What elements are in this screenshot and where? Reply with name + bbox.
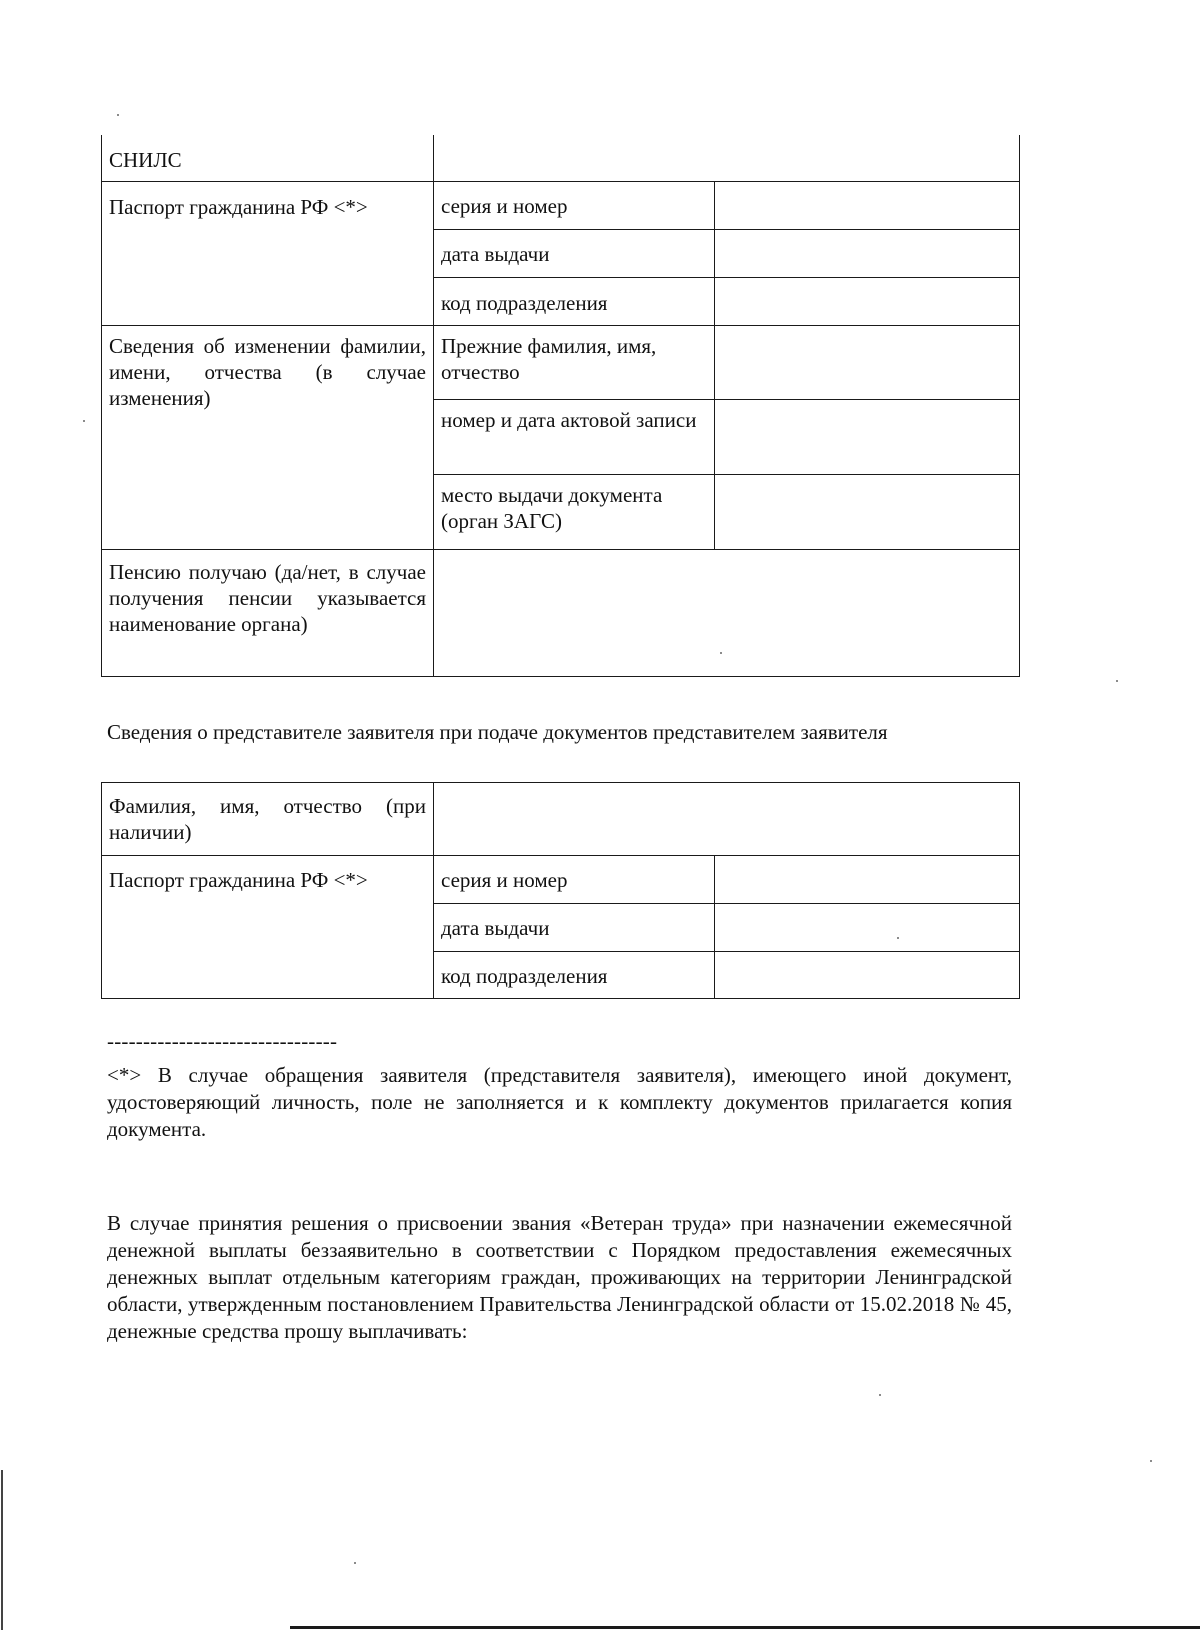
name-change-label: Сведения об изменении фамилии, имени, отчества (в случае изменения) [102,325,434,549]
previous-name-field[interactable] [715,325,1020,399]
passport-series-number-label: серия и номер [434,181,715,229]
representative-passport-row [102,856,1020,904]
scan-speck [879,1394,881,1396]
previous-name-label: Прежние фамилия, имя, отчество [434,325,715,399]
footnote-separator: -------------------------------- [107,1029,338,1053]
scan-bottom-edge [290,1626,1200,1629]
snils-row [102,135,1020,181]
scan-speck [1116,680,1118,682]
rep-passport-issue-date-label: дата выдачи [434,904,715,952]
rep-passport-division-code-label: код подразделения [434,952,715,999]
rep-passport-series-number-field[interactable] [715,856,1020,904]
representative-name-field[interactable] [434,783,1020,856]
applicant-details-table [101,135,1020,677]
representative-details-table [101,782,1020,999]
representative-name-label: Фамилия, имя, отчество (при наличии) [102,783,434,856]
pension-row [102,549,1020,676]
rep-passport-series-number-label: серия и номер [434,856,715,904]
rep-passport-division-code-field[interactable] [715,952,1020,999]
pension-label: Пенсию получаю (да/нет, в случае получения пенсии указывается наименование органа) [102,549,434,676]
scan-speck [720,652,722,654]
registry-office-label: место выдачи документа (орган ЗАГС) [434,474,715,549]
passport-row [102,181,1020,229]
name-change-row [102,325,1020,399]
record-number-date-field[interactable] [715,399,1020,474]
passport-issue-date-label: дата выдачи [434,229,715,277]
representative-heading: Сведения о представителе заявителя при подаче документов представителем заявителя [107,720,888,744]
record-number-date-label: номер и дата актовой записи [434,399,715,474]
passport-division-code-field[interactable] [715,277,1020,325]
registry-office-field[interactable] [715,474,1020,549]
snils-value-field[interactable] [434,135,1020,181]
representative-name-row [102,783,1020,856]
scan-margin-mark [1,1470,3,1630]
rep-passport-issue-date-field[interactable] [715,904,1020,952]
passport-division-code-label: код подразделения [434,277,715,325]
scan-speck [1150,1460,1152,1462]
representative-passport-label: Паспорт гражданина РФ <*> [102,856,434,999]
scan-speck [117,114,119,116]
passport-label: Паспорт гражданина РФ <*> [102,181,434,325]
scan-speck [897,937,899,939]
payment-paragraph: В случае принятия решения о присвоении звания «Ветеран труда» при назначении ежемесячной денежной выплаты беззаявительно в соответствии с Порядком предоставления ежемесячных денежных выплат отдельным категориям граждан, проживающих на территории Ленинградской области, утвержденным постановлением Правительства Ленинградской области от 15.02.2018 № 45, денежные средства прошу выплачивать: [107,1211,1012,1343]
pension-field[interactable] [434,549,1020,676]
passport-issue-date-field[interactable] [715,229,1020,277]
passport-series-number-field[interactable] [715,181,1020,229]
scan-speck [354,1562,356,1564]
scan-speck [83,420,85,422]
snils-label: СНИЛС [102,135,434,181]
footnote-text: <*> В случае обращения заявителя (представителя заявителя), имеющего иной документ, удостоверяющий личность, поле не заполняется и к комплекту документов прилагается копия документа. [107,1063,1012,1141]
